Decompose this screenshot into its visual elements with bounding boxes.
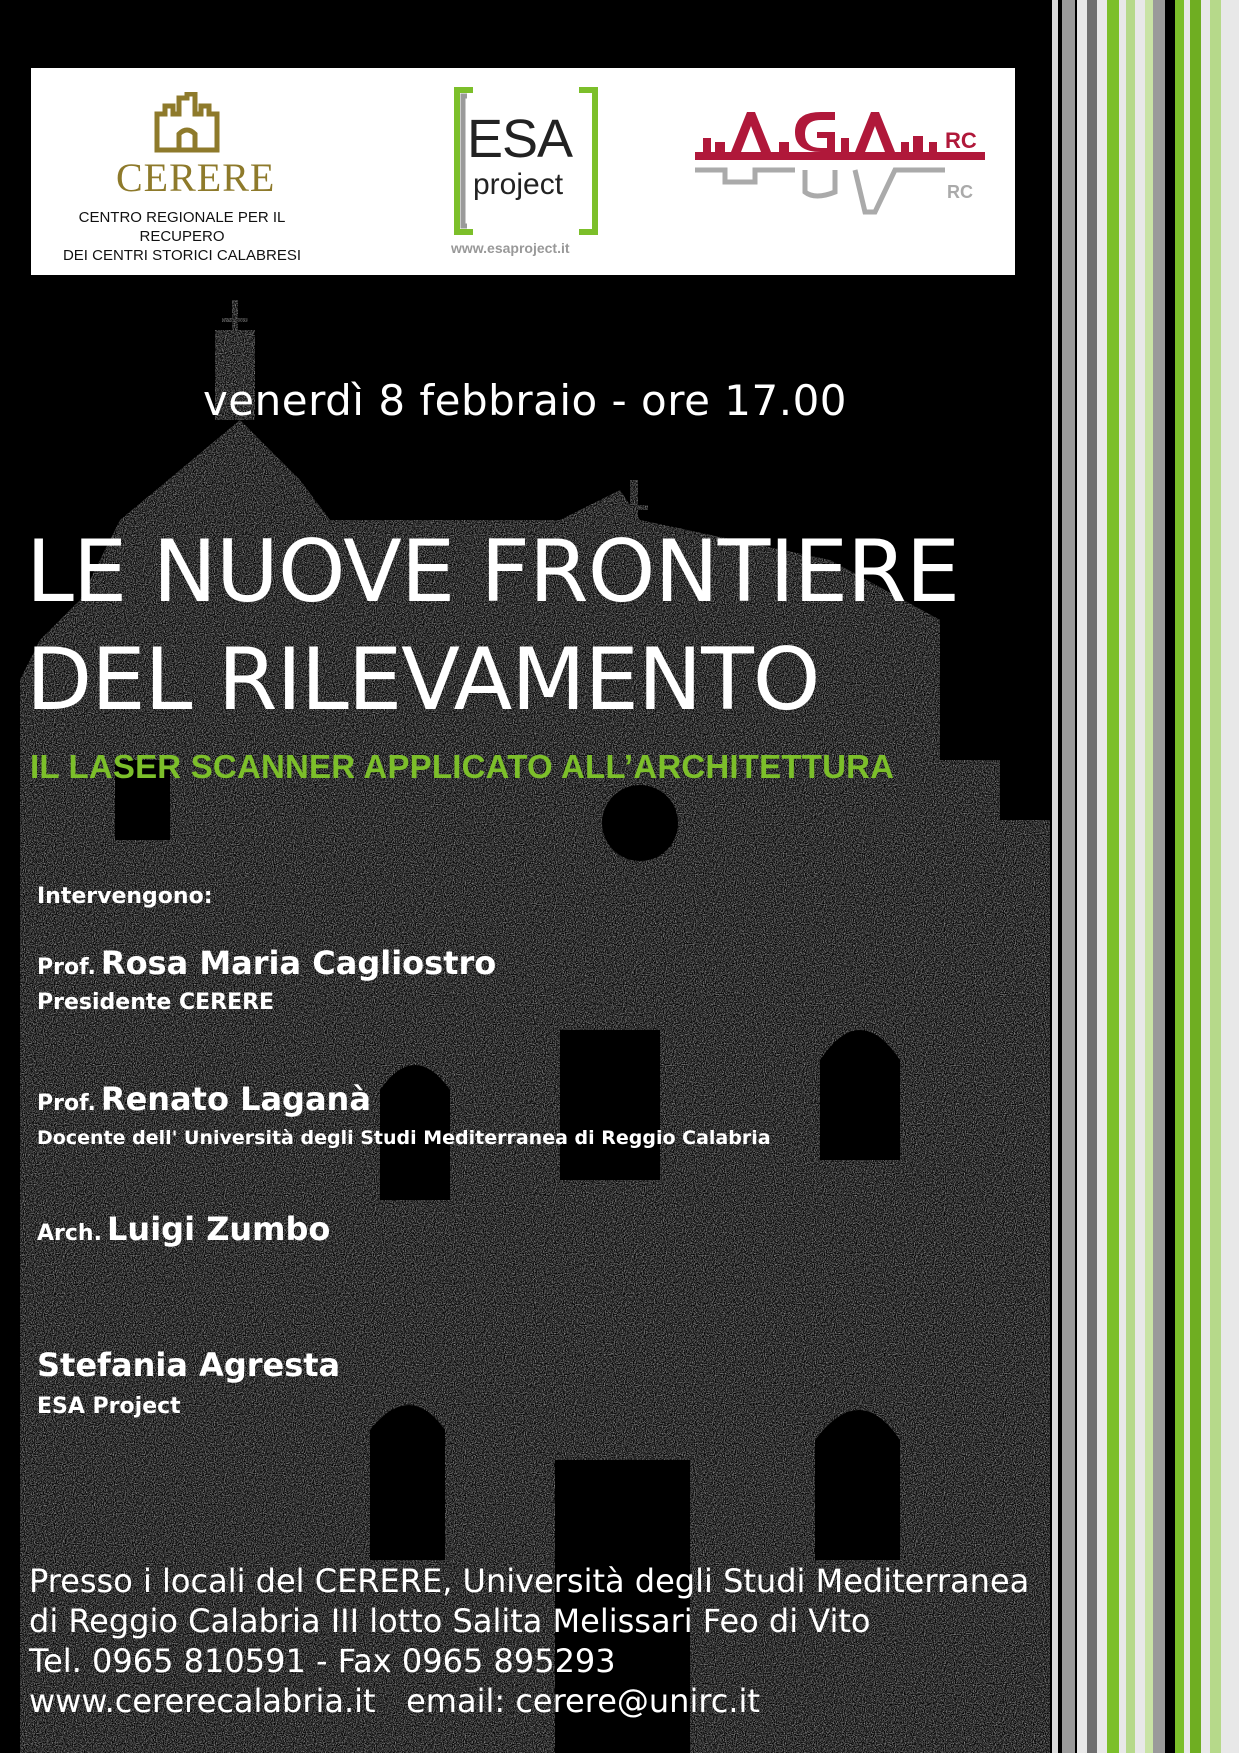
venue-phone: Tel. 0965 810591 - Fax 0965 895293 (29, 1642, 616, 1680)
svg-text:RC: RC (945, 128, 977, 153)
event-subtitle: IL LASER SCANNER APPLICATO ALL’ARCHITETTURA (30, 748, 895, 785)
cerere-subtitle-line1: CENTRO REGIONALE PER IL RECUPERO (78, 209, 286, 245)
venue-line1: Presso i locali del CERERE, Università degli Studi Mediterranea (29, 1562, 1030, 1600)
event-date: venerdì 8 febbraio - ore 17.00 (202, 376, 848, 425)
svg-text:RC: RC (947, 182, 973, 202)
speakers-label: Intervengono: (37, 884, 213, 909)
cerere-logo-name: CERERE (116, 155, 276, 200)
speaker-name: Stefania Agresta (37, 1346, 341, 1384)
cerere-logo-subtitle (37, 208, 327, 265)
cerere-subtitle-line2: DEI CENTRI STORICI CALABRESI (62, 247, 302, 264)
logo-band (31, 68, 1015, 275)
speaker-role: Presidente CERERE (37, 990, 275, 1015)
event-title-line2: DEL RILEVAMENTO (26, 630, 820, 730)
speaker-role: Docente dell' Università degli Studi Mediterranea di Reggio Calabria (37, 1127, 771, 1149)
esa-logo-subtitle: project (473, 168, 564, 201)
speaker-title: Arch. (37, 1221, 102, 1246)
decorative-stripes (1052, 0, 1239, 1753)
speaker-4 (37, 1346, 340, 1384)
speaker-2 (37, 1080, 371, 1118)
esa-logo-title: ESA (467, 109, 573, 169)
speaker-3 (37, 1210, 330, 1248)
speaker-name: Luigi Zumbo (107, 1210, 331, 1248)
speaker-name: Renato Laganà (100, 1080, 371, 1118)
venue-web-email: www.cererecalabria.it email: cerere@unirc.it (29, 1682, 760, 1720)
speaker-title: Prof. (37, 955, 96, 980)
cerere-castle-logo (153, 92, 221, 154)
esa-logo-url: www.esaproject.it (451, 240, 570, 256)
speaker-title: Prof. (37, 1091, 96, 1116)
aga-logo-icon (695, 112, 985, 232)
speaker-name: Rosa Maria Cagliostro (100, 944, 497, 982)
speaker-role: ESA Project (37, 1394, 181, 1419)
speaker-1 (37, 944, 496, 982)
event-title-line1: LE NUOVE FRONTIERE (26, 522, 960, 622)
venue-line2: di Reggio Calabria III lotto Salita Melissari Feo di Vito (29, 1602, 871, 1640)
